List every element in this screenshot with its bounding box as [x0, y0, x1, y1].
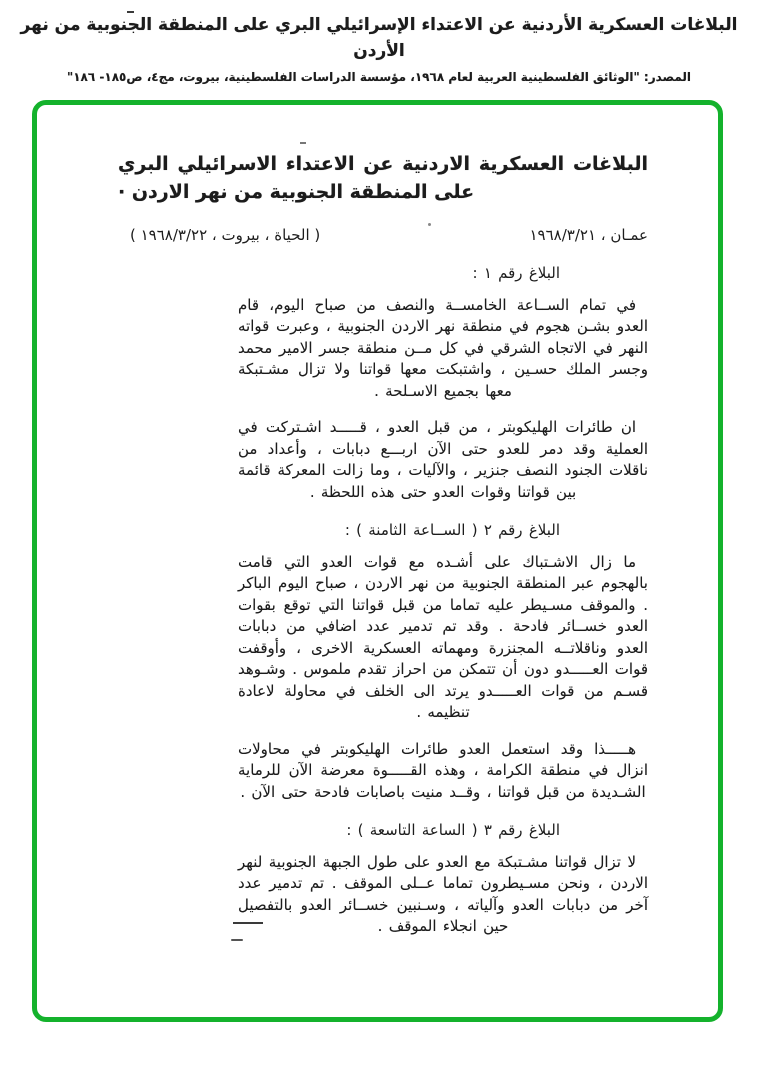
communique-1-heading: البلاغ رقم ١ :	[472, 264, 560, 282]
communique-1-paragraph: ان طائرات الهليكوبتر ، من قبل العدو ، قـــــد اشـتركت في العملية وقد دمر للعدو حتى الآن اربـــع دبابات ، وأعداد من ناقلات الجنود النصف جنزير ، والآليات ، وما زالت المعركة قائمة بين قواتنا وقوات العدو حتى هذه اللحظة .	[238, 418, 648, 501]
communique-3-paragraph: لا تزال قواتنا مشـتبكة مع العدو على طول الجبهة الجنوبية لنهر الاردن ، ونحن مسـيطرون تماما عــلى الموقف . تم تدمير عدد آخر من دبابات العدو وآلياته ، وسـنبين خســائر العدو بالتفصيل حين انجلاء الموقف .	[238, 852, 648, 935]
communique-3-heading: البلاغ رقم ٣ ( الساعة التاسعة ) :	[346, 821, 560, 839]
header-title: البلاغات العسكرية الأردنية عن الاعتداء الإسرائيلي البري على المنطقة الجنوبية من نهر الأردن	[20, 15, 738, 61]
scan-artifact	[233, 922, 263, 924]
communique-2-paragraph: ما زال الاشـتباك على أشـده مع قوات العدو التي قامت بالهجوم عبر المنطقة الجنوبية من نهر الاردن ، صباح اليوم الباكر . والموقف مسـيطر عليه تماما من قبل قواتنا التي توقع بقوات العدو خســائر فادحة . وقد تم تدمير عدد اضافي من دبابات العدو وناقلاتــه المجنزرة ومهماته العسكرية الاخرى ، وأوقفت قوات العـــــدو دون أن تتمكن من احراز تقدم ملموس . وشـوهد قسـم من قوات العـــــدو يرتد الى الخلف في محاولة لاعادة تنظيمه .	[238, 552, 648, 721]
communique-1	[238, 263, 648, 503]
scan-artifact	[428, 223, 431, 226]
document-frame	[32, 100, 723, 1022]
communique-2-paragraph: هـــــذا وقد استعمل العدو طائرات الهليكوبتر في محاولات انزال في منطقة الكرامة ، وهذه القـــــوة معرضة الآن للرماية الشـديدة من قبل قواتنا ، وقــد منيت باصابات فادحة حتى الآن .	[238, 739, 648, 801]
scan-artifact	[300, 142, 306, 144]
scan-artifact	[231, 939, 243, 941]
communique-2-heading: البلاغ رقم ٢ ( الســاعة الثامنة ) :	[344, 521, 560, 539]
communique-2	[238, 520, 648, 803]
communique-1-paragraph: في تمام الســاعة الخامســة والنصف من صباح اليوم، قام العدو بشـن هجوم في منطقة نهر الاردن الجنوبية ، وعبرت قواته النهر في الاتجاه الشرقي في كل مــن منطقة جسر الامير محمد وجسر الملك حسـين ، واشتبكت معها قواتنا ولا تزال مشـتبكة معها بجميع الاسـلحة .	[238, 295, 648, 400]
dateline	[130, 225, 648, 246]
document-header	[0, 12, 758, 86]
dateline-publication: ( الحياة ، بيروت ، ١٩٦٨/٣/٢٢ )	[130, 226, 321, 244]
document-body	[238, 263, 648, 938]
dateline-place-date: عمـان ، ١٩٦٨/٣/٢١	[529, 226, 648, 244]
scan-artifact	[127, 11, 134, 13]
header-source-citation: المصدر: "الوثائق الفلسطينية العربية لعام ١٩٦٨، مؤسسة الدراسات الفلسطينية، بيروت، مج٤، ص١٨٥- ١٨٦"	[66, 70, 692, 84]
communique-3	[238, 820, 648, 938]
doc-title: البلاغات العسكرية الاردنية عن الاعتداء الاسرائيلي البري على المنطقة الجنوبية من نهر الاردن ·	[118, 153, 648, 203]
